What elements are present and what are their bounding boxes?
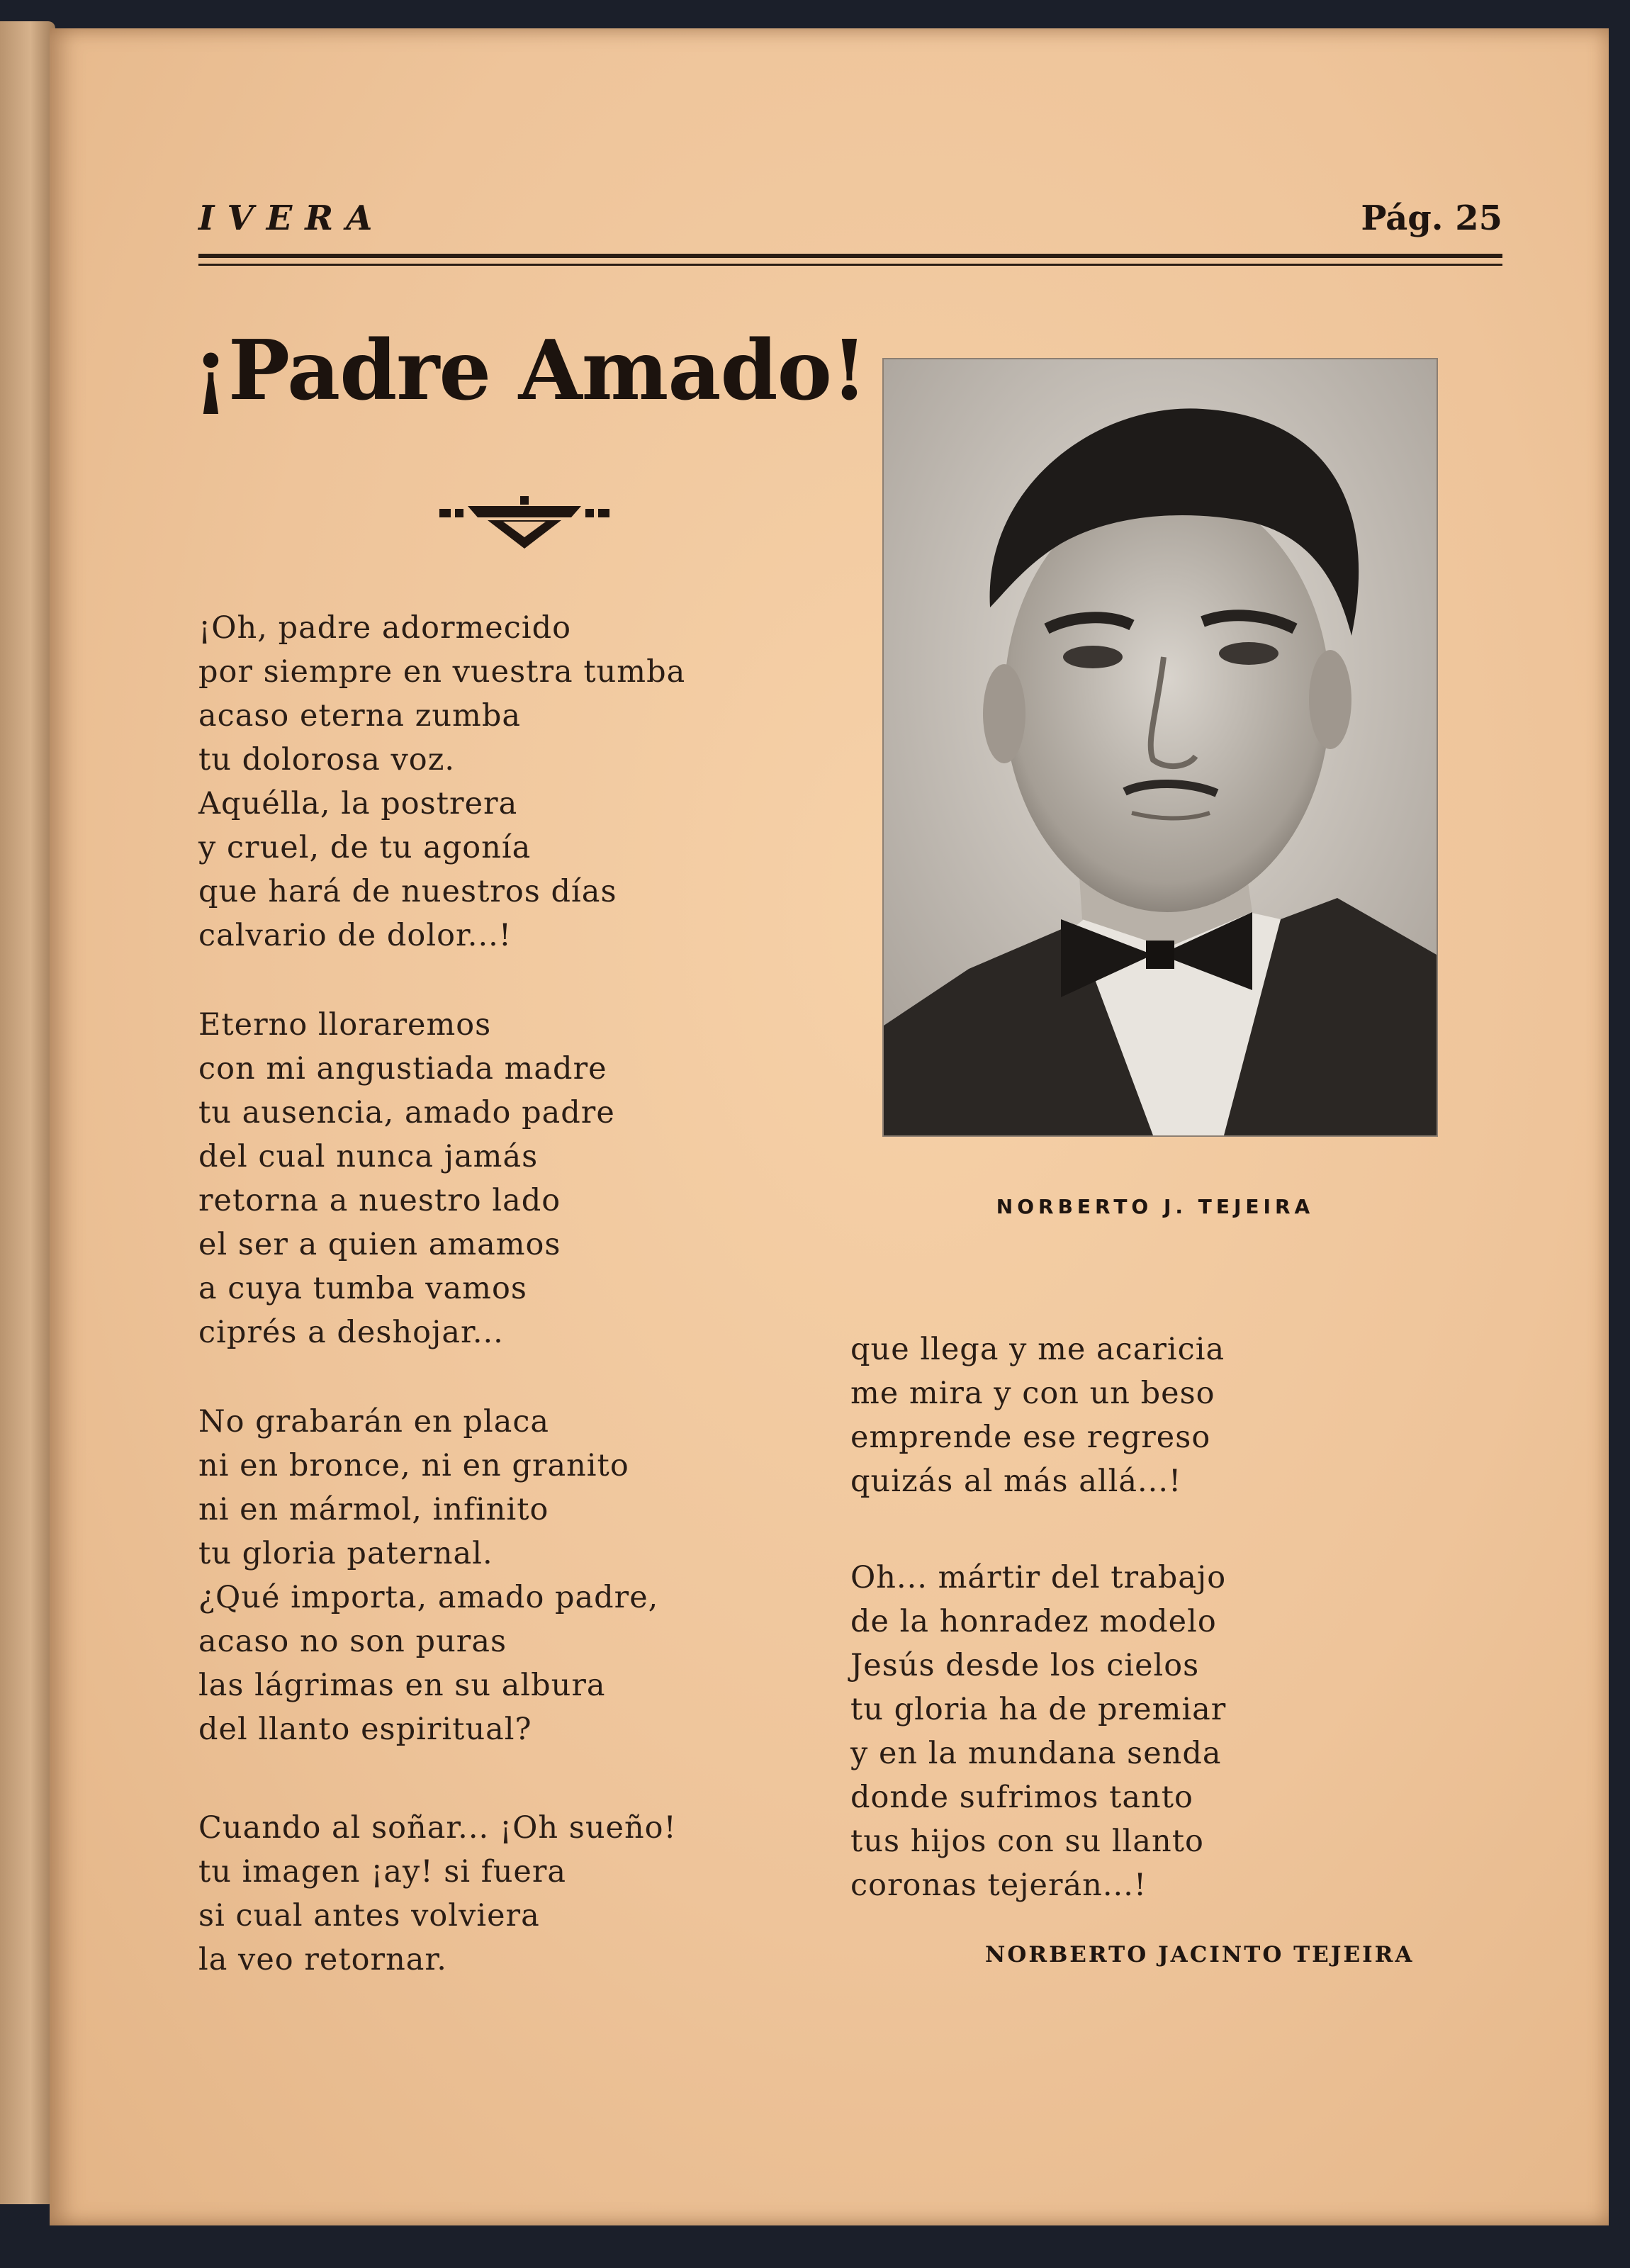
stanza-5 — [850, 1327, 1225, 1503]
poem-line: acaso eterna zumba — [198, 698, 521, 734]
poem-line: a cuya tumba vamos — [198, 1271, 527, 1306]
poem-line: ciprés a deshojar... — [198, 1315, 504, 1350]
poem-line: del cual nunca jamás — [198, 1139, 539, 1174]
poem-line: con mi angustiada madre — [198, 1051, 607, 1087]
stanza-2 — [198, 1003, 615, 1354]
stanza-4 — [198, 1806, 677, 1982]
poem-line: el ser a quien amamos — [198, 1227, 561, 1262]
poem-line: que hará de nuestros días — [198, 874, 617, 909]
poem-line: de la honradez modelo — [850, 1604, 1217, 1639]
portrait-illustration — [884, 359, 1437, 1135]
poem-line: si cual antes volviera — [198, 1898, 540, 1933]
poem-line: No grabarán en placa — [198, 1404, 550, 1439]
poem-line: me mira y con un beso — [850, 1376, 1215, 1411]
poem-line: tus hijos con su llanto — [850, 1824, 1204, 1859]
poem-line: Oh... mártir del trabajo — [850, 1560, 1227, 1595]
header-rule-thin — [198, 264, 1502, 266]
poem-line: ¿Qué importa, amado padre, — [198, 1580, 659, 1615]
poem-line: coronas tejerán...! — [850, 1868, 1147, 1903]
page-number: Pág. 25 — [1361, 198, 1502, 238]
poem-line: acaso no son puras — [198, 1624, 507, 1659]
photo-caption: NORBERTO J. TEJEIRA — [996, 1195, 1315, 1218]
poem-line: tu gloria ha de premiar — [850, 1692, 1227, 1727]
poem-line: tu gloria paternal. — [198, 1536, 493, 1571]
poem-line: emprende ese regreso — [850, 1420, 1211, 1455]
poem-line: Jesús desde los cielos — [850, 1648, 1200, 1683]
author-signature: NORBERTO JACINTO TEJEIRA — [985, 1942, 1415, 1967]
ornament-icon — [432, 489, 617, 553]
stanza-6 — [850, 1556, 1226, 1907]
poem-line: y en la mundana senda — [850, 1736, 1222, 1771]
header-rule — [198, 254, 1502, 258]
poem-line: del llanto espiritual? — [198, 1712, 532, 1747]
poem-line: ni en bronce, ni en granito — [198, 1448, 629, 1483]
poem-line: Eterno lloraremos — [198, 1007, 492, 1043]
stanza-1 — [198, 606, 685, 958]
poem-line: la veo retornar. — [198, 1942, 447, 1977]
poem-line: Cuando al soñar... ¡Oh sueño! — [198, 1810, 677, 1846]
poem-line: por siempre en vuestra tumba — [198, 654, 686, 690]
poem-line: las lágrimas en su albura — [198, 1668, 606, 1703]
poem-line: quizás al más allá...! — [850, 1464, 1182, 1499]
stanza-3 — [198, 1400, 658, 1751]
poem-line: ni en mármol, infinito — [198, 1492, 549, 1527]
magazine-title: IVERA — [198, 198, 386, 238]
poem-line: calvario de dolor...! — [198, 918, 512, 953]
facing-page-edge — [0, 21, 55, 2204]
poem-line: que llega y me acaricia — [850, 1332, 1225, 1367]
poem-title: ¡Padre Amado! — [193, 322, 867, 419]
poem-line: tu ausencia, amado padre — [198, 1095, 615, 1130]
poem-line: y cruel, de tu agonía — [198, 830, 532, 865]
poem-line: tu imagen ¡ay! si fuera — [198, 1854, 567, 1890]
poem-line: retorna a nuestro lado — [198, 1183, 561, 1218]
poem-line: tu dolorosa voz. — [198, 742, 456, 777]
page-header — [198, 198, 1502, 255]
poem-line: Aquélla, la postrera — [198, 786, 518, 821]
poem-line: ¡Oh, padre adormecido — [198, 610, 571, 646]
poem-line: donde sufrimos tanto — [850, 1780, 1193, 1815]
portrait-photo — [882, 358, 1438, 1137]
